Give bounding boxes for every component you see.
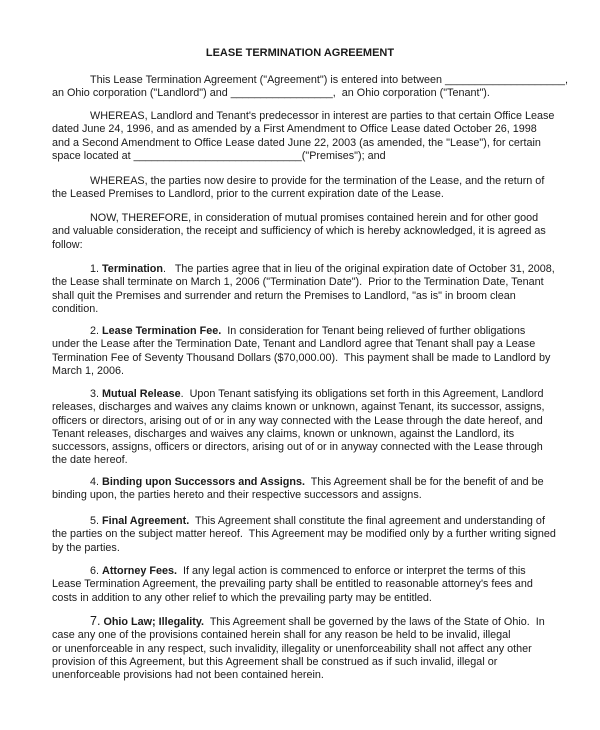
section-line: Lease Termination Agreement, the prevailing party shall be entitled to reasonable attorney's fees and: [52, 578, 533, 591]
section-line: by the parties.: [52, 541, 120, 554]
section-line: Termination Fee of Seventy Thousand Dollars ($70,000.00). This payment shall be made to Landlord by: [52, 351, 551, 364]
intro-line: an Ohio corporation ("Landlord") and _________________, an Ohio corporation ("Tenant").: [52, 87, 490, 100]
section-text: . Upon Tenant satisfying its obligations set forth in this Agreement, Landlord: [180, 388, 544, 400]
section-first-line: [52, 615, 552, 629]
section-line: shall quit the Premises and surrender and return the Premises to Landlord, "as is" in broom clean: [52, 289, 516, 302]
section-text: This Agreement shall be governed by the laws of the State of Ohio. In: [204, 616, 545, 628]
section-line: releases, discharges and waives any claims known or unknown, against Tenant, its successor, assigns,: [52, 401, 545, 414]
section-line: condition.: [52, 302, 99, 315]
section-heading: Lease Termination Fee.: [102, 325, 222, 337]
section-line: the date hereof.: [52, 454, 128, 467]
section-text: This Agreement shall be for the benefit of and be: [305, 476, 544, 488]
section-line: costs in addition to any other relief to which the prevailing party may be entitled.: [52, 591, 432, 604]
section-line: case any one of the provisions contained herein shall for any reason be held to be invalid, illegal: [52, 629, 511, 642]
section-first-line: [52, 515, 552, 528]
section-heading: Mutual Release: [102, 388, 181, 400]
whereas-paragraph-1: [52, 110, 555, 163]
section-line: provision of this Agreement, but this Agreement shall be construed as if such invalid, illegal or: [52, 655, 498, 668]
whereas2-line: WHEREAS, the parties now desire to provide for the termination of the Lease, and the return of: [90, 175, 545, 187]
section-number: 2.: [90, 325, 100, 337]
section-line: officers or directors, arising out of or in any way connected with the Lease through the date hereof, and: [52, 414, 543, 427]
section-text: In consideration for Tenant being relieved of further obligations: [221, 325, 526, 337]
section-lease-termination-fee: [52, 325, 552, 378]
now-line: and valuable consideration, the receipt and sufficiency of which is hereby acknowledged, it is agreed as: [52, 225, 546, 238]
section-heading: Termination: [102, 263, 164, 275]
section-heading: Binding upon Successors and Assigns.: [102, 476, 305, 488]
whereas-paragraph-2: [52, 175, 552, 202]
section-line: the parties on the subject matter hereof. This Agreement may be modified only by a further writing signed: [52, 528, 556, 541]
now-therefore-paragraph: [52, 212, 552, 252]
section-first-line: [52, 325, 552, 338]
section-termination: [52, 263, 555, 316]
whereas1-line: and a Second Amendment to Office Lease dated June 22, 2003 (as amended, the "Lease"), for certain: [52, 136, 541, 149]
section-line: the Lease shall terminate on March 1, 2006 ("Termination Date"). Prior to the Termination Date, Tenant: [52, 276, 544, 289]
section-line: Tenant releases, discharges and waives any claims, known or unknown, against the Landlord, its: [52, 427, 515, 440]
section-text: This Agreement shall constitute the final agreement and understanding of: [189, 515, 545, 527]
section-first-line: [52, 388, 552, 401]
section-line: unenforceable provisions had not been contained herein.: [52, 669, 324, 682]
section-first-line: [52, 565, 552, 578]
section-line: binding upon, the parties hereto and their respective successors and assigns.: [52, 489, 422, 502]
section-number: 1.: [90, 263, 100, 275]
section-mutual-release: [52, 388, 552, 468]
section-heading: Final Agreement.: [102, 515, 190, 527]
section-number: 4.: [90, 476, 100, 488]
section-number: 3.: [90, 388, 100, 400]
now-line: follow:: [52, 238, 83, 251]
section-line: successors, assigns, officers or directors, arising out of or in anyway connected with the Lease through: [52, 441, 543, 454]
section-ohio-law: [52, 615, 552, 682]
intro-paragraph: [52, 74, 569, 101]
section-line: under the Lease after the Termination Date, Tenant and Landlord agree that Tenant shall pay a Lease: [52, 338, 536, 351]
section-heading: Ohio Law; Illegality.: [103, 616, 205, 628]
section-number: 7.: [90, 614, 101, 628]
section-first-line: [52, 263, 555, 276]
section-binding-successors: [52, 476, 552, 503]
section-text: If any legal action is commenced to enforce or interpret the terms of this: [177, 565, 526, 577]
section-number: 6.: [90, 565, 100, 577]
section-line: March 1, 2006.: [52, 364, 125, 377]
whereas1-line: space located at ____________________________("Premises"); and: [52, 149, 386, 162]
section-number: 5.: [90, 515, 100, 527]
section-attorney-fees: [52, 565, 552, 605]
section-line: or unenforceable in any respect, such invalidity, illegality or unenforceability shall not affect any other: [52, 642, 532, 655]
section-first-line: [52, 476, 552, 489]
whereas1-line: dated June 24, 1996, and as amended by a First Amendment to Office Lease dated October 26, 1998: [52, 123, 537, 136]
whereas2-line: the Leased Premises to Landlord, prior to the current expiration date of the Lease.: [52, 188, 444, 201]
intro-line: This Lease Termination Agreement ("Agreement") is entered into between ____________________,: [90, 74, 569, 86]
section-heading: Attorney Fees.: [102, 565, 178, 577]
section-final-agreement: [52, 515, 556, 555]
now-line: NOW, THEREFORE, in consideration of mutual promises contained herein and for other good: [90, 212, 539, 224]
document-title: LEASE TERMINATION AGREEMENT: [205, 47, 395, 59]
section-text: . The parties agree that in lieu of the original expiration date of October 31, 2008,: [163, 263, 555, 275]
whereas1-line: WHEREAS, Landlord and Tenant's predecessor in interest are parties to that certain Office Lease: [90, 110, 555, 122]
